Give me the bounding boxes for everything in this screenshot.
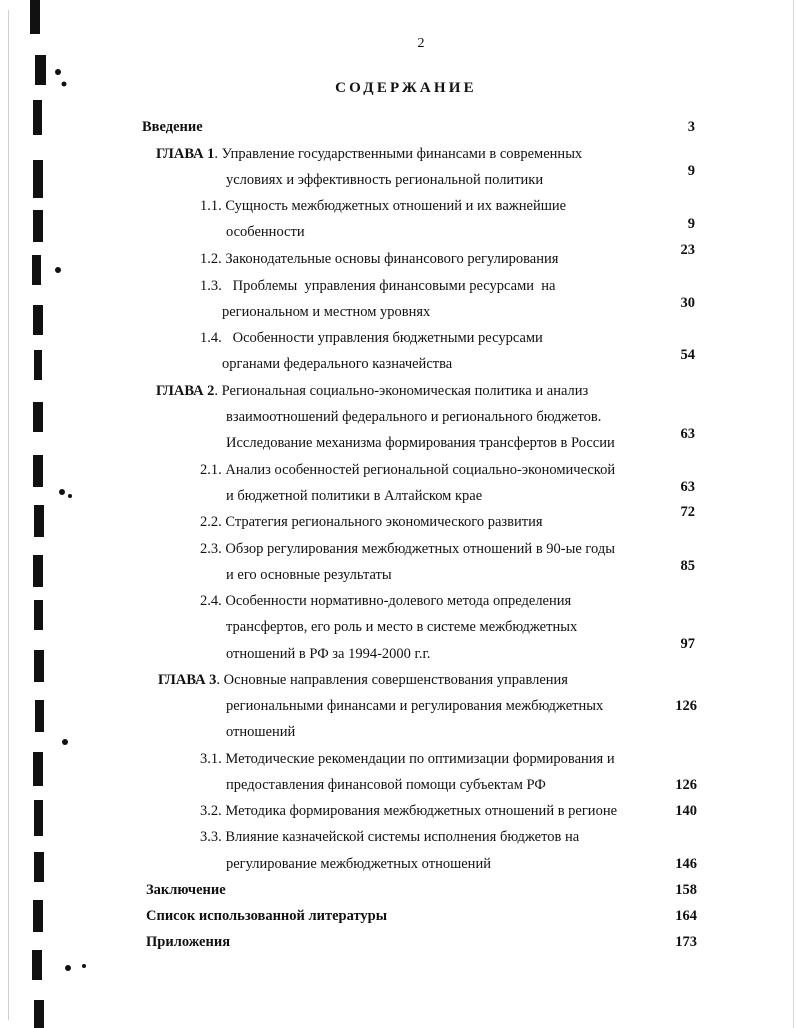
page-number: 2 (417, 36, 425, 51)
toc-page-number: 30 (680, 295, 695, 311)
toc-entry-conclusion: Заключение (146, 882, 226, 898)
toc-entry-text: Исследование механизма формирования трансфертов в России (226, 435, 615, 451)
toc-entry-text: отношений (226, 724, 296, 740)
toc-title: СОДЕРЖАНИЕ (335, 80, 477, 96)
toc-entry-text: предоставления финансовой помощи субъектам РФ (226, 777, 546, 793)
toc-page-number: 126 (675, 777, 697, 793)
toc-entry-section-3-3: 3.3. Влияние казначейской системы исполнения бюджетов на (200, 829, 580, 845)
toc-entry-bibliography: Список использованной литературы (146, 908, 388, 924)
toc-entry-section-1-4: 1.4. Особенности управления бюджетными ресурсами (200, 330, 543, 346)
scan-right-edge (793, 0, 794, 1028)
toc-entry-section-2-4: 2.4. Особенности нормативно-долевого метода определения (200, 593, 572, 609)
toc-page-number: 85 (680, 558, 695, 574)
toc-page-number: 164 (675, 908, 697, 924)
toc-entry-text: региональном и местном уровнях (222, 304, 431, 320)
toc-entry-text: . Региональная социально-экономическая политика и анализ (214, 383, 589, 399)
toc-page-number: 126 (675, 698, 697, 714)
toc-entry-section-3-1: 3.1. Методические рекомендации по оптимизации формирования и (200, 751, 615, 767)
toc-page-number: 173 (675, 934, 697, 950)
scan-edge-marks (0, 0, 90, 1028)
toc-entry-text: трансфертов, его роль и место в системе межбюджетных (226, 619, 578, 635)
chapter-label: ГЛАВА 3 (158, 672, 217, 688)
toc-page-number: 3 (687, 119, 695, 135)
toc-entry-text: органами федерального казначейства (222, 356, 453, 372)
toc-page-number: 9 (687, 216, 695, 232)
toc-page-number: 23 (680, 242, 695, 258)
toc-entry-text: . Управление государственными финансами в современных (214, 146, 583, 162)
toc-page-number: 72 (680, 504, 695, 520)
toc-entry-text: регулирование межбюджетных отношений (226, 856, 491, 872)
toc-entry-section-1-1: 1.1. Сущность межбюджетных отношений и их важнейшие (200, 198, 567, 214)
toc-page-number: 158 (675, 882, 697, 898)
toc-entry-section-2-2: 2.2. Стратегия регионального экономического развития (200, 514, 543, 530)
toc-entry-section-1-2: 1.2. Законодательные основы финансового регулирования (200, 251, 559, 267)
toc-page-number: 63 (680, 426, 695, 442)
toc-entry-introduction: Введение (142, 119, 203, 135)
toc-entry-chapter-2 (156, 382, 588, 400)
toc-entry-text: . Основные направления совершенствования управления (216, 672, 568, 688)
toc-entry-text: особенности (226, 224, 305, 240)
toc-entry-appendices: Приложения (146, 934, 231, 950)
toc-page-number: 63 (680, 479, 695, 495)
toc-entry-text: и его основные результаты (226, 567, 392, 583)
toc-page-number: 54 (680, 347, 695, 363)
chapter-label: ГЛАВА 2 (156, 383, 215, 399)
toc-entry-section-3-2: 3.2. Методика формирования межбюджетных отношений в регионе (200, 803, 618, 819)
chapter-label: ГЛАВА 1 (156, 146, 215, 162)
toc-page-number: 146 (675, 856, 697, 872)
toc-entry-text: отношений в РФ за 1994-2000 г.г. (226, 646, 431, 662)
toc-entry-section-2-1: 2.1. Анализ особенностей региональной социально-экономической (200, 462, 616, 478)
toc-entry-chapter-1 (156, 145, 582, 163)
toc-page-number: 140 (675, 803, 697, 819)
toc-page-number: 9 (687, 163, 695, 179)
toc-entry-text: и бюджетной политики в Алтайском крае (226, 488, 483, 504)
toc-entry-section-1-3: 1.3. Проблемы управления финансовыми ресурсами на (200, 278, 556, 294)
toc-entry-text: региональными финансами и регулирования межбюджетных (226, 698, 604, 714)
toc-page-number: 97 (680, 636, 695, 652)
toc-entry-text: условиях и эффективность региональной политики (226, 172, 544, 188)
toc-entry-text: взаимоотношений федерального и регионального бюджетов. (226, 409, 602, 425)
toc-entry-chapter-3 (158, 671, 568, 689)
toc-entry-section-2-3: 2.3. Обзор регулирования межбюджетных отношений в 90-ые годы (200, 541, 615, 557)
